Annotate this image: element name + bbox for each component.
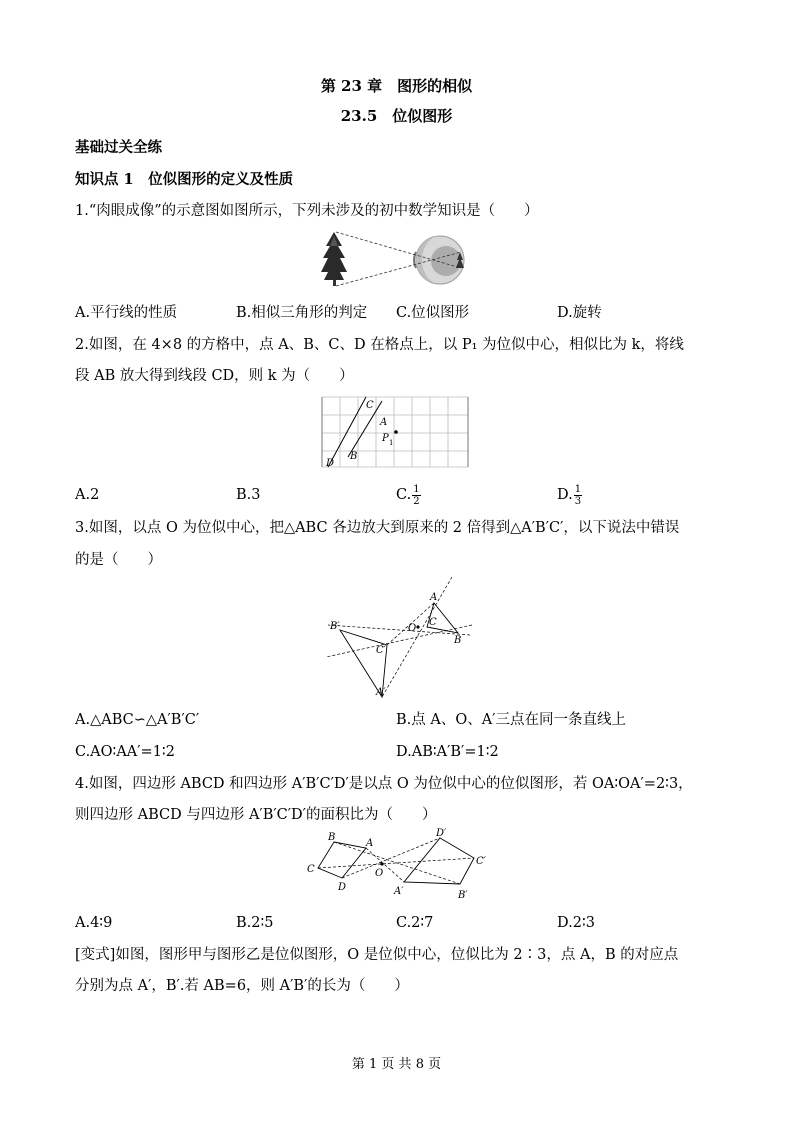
- q4-label-c-prime: C′: [476, 856, 486, 867]
- page-footer: 第 1 页 共 8 页: [351, 1057, 442, 1072]
- q3-label-a: A: [430, 592, 438, 603]
- q3-option-c[interactable]: C.AO∶AA′=1∶2: [75, 744, 175, 760]
- q3-label-b: B: [454, 635, 462, 646]
- q4-label-d: D: [338, 882, 347, 893]
- q2-option-a[interactable]: A.2: [75, 487, 100, 503]
- q2-option-b[interactable]: B.3: [236, 487, 261, 503]
- tree-icon: [321, 232, 347, 286]
- q3-label-c: C: [429, 617, 437, 628]
- q1-option-d[interactable]: D.旋转: [557, 305, 602, 321]
- q3-option-b[interactable]: B.点 A、O、A′三点在同一条直线上: [396, 712, 626, 728]
- q1-option-a[interactable]: A.平行线的性质: [75, 305, 178, 321]
- eye-icon: [414, 236, 464, 284]
- q4-stem-line2: 则四边形 ABCD 与四边形 A′B′C′D′的面积比为（ ）: [75, 807, 437, 823]
- q3-label-a-prime: A′: [376, 687, 386, 698]
- q2-label-c: C: [366, 400, 374, 411]
- q4-label-a-prime: A′: [394, 886, 404, 897]
- q2-label-d: D: [326, 458, 335, 469]
- section-title: 23.5 位似图形: [340, 107, 453, 125]
- q4-quadrilateral-figure: [302, 826, 492, 904]
- q4-label-o: O: [375, 868, 384, 879]
- q4-label-b: B: [328, 832, 336, 843]
- q2-option-d-label: D.: [557, 487, 573, 503]
- fraction-denominator: 3: [574, 495, 582, 507]
- variant-stem-line1: [变式]如图，图形甲与图形乙是位似图形，O 是位似中心，位似比为 2∶3，点 A，B 的对应点: [75, 947, 679, 963]
- q4-option-c[interactable]: C.2∶7: [396, 915, 434, 931]
- q1-stem: 1.“肉眼成像”的示意图如图所示，下列未涉及的初中数学知识是（ ）: [75, 203, 539, 219]
- q2-option-c-label: C.: [396, 487, 412, 503]
- q4-option-d[interactable]: D.2∶3: [557, 915, 595, 931]
- q3-option-a[interactable]: A.△ABC∽△A′B′C′: [75, 712, 200, 728]
- q4-label-c: C: [307, 864, 315, 875]
- q4-label-a: A: [366, 838, 374, 849]
- q3-label-c-prime: C′: [376, 645, 386, 656]
- q2-option-d[interactable]: [557, 480, 582, 510]
- fraction-numerator: 1: [413, 483, 420, 495]
- q2-stem-line1: 2.如图，在 4×8 的方格中，点 A、B、C、D 在格点上，以 P₁ 为位似中心，相似比为 k，将线: [75, 337, 684, 353]
- q4-label-d-prime: D′: [436, 828, 447, 839]
- q1-eye-figure: [318, 230, 478, 292]
- q4-option-a[interactable]: A.4∶9: [75, 915, 113, 931]
- q2-stem-line2: 段 AB 放大得到线段 CD，则 k 为（ ）: [75, 368, 354, 384]
- knowledge-point-title: 知识点 1 位似图形的定义及性质: [75, 171, 294, 188]
- q2-label-b: B: [350, 451, 358, 462]
- q2-label-a: A: [380, 417, 388, 428]
- fraction-numerator: 1: [574, 483, 582, 495]
- fraction-denominator: 2: [413, 495, 420, 507]
- q4-label-b-prime: B′: [458, 890, 468, 901]
- practice-title: 基础过关全练: [75, 139, 162, 156]
- q2-grid-figure: [320, 395, 470, 470]
- q2-label-p: P: [382, 433, 389, 444]
- q3-stem-line1: 3.如图，以点 O 为位似中心，把△ABC 各边放大到原来的 2 倍得到△A′B′C′，以下说法中错误: [75, 520, 680, 536]
- q3-label-b-prime: B′: [330, 621, 340, 632]
- q1-option-b[interactable]: B.相似三角形的判定: [236, 305, 368, 321]
- q3-homothety-figure: [322, 575, 482, 700]
- chapter-title: 第 23 章 图形的相似: [320, 77, 473, 95]
- q1-option-c[interactable]: C.位似图形: [396, 305, 470, 321]
- q3-option-d[interactable]: D.AB∶A′B′=1∶2: [396, 744, 499, 760]
- q4-option-b[interactable]: B.2∶5: [236, 915, 274, 931]
- q2-option-d-fraction: [574, 484, 582, 507]
- q4-stem-line1: 4.如图，四边形 ABCD 和四边形 A′B′C′D′是以点 O 为位似中心的位似图形，若 OA∶OA′=2∶3，: [75, 776, 693, 792]
- variant-stem-line2: 分别为点 A′，B′.若 AB=6，则 A′B′的长为（ ）: [75, 978, 409, 994]
- q2-option-c-fraction: [412, 484, 420, 507]
- q2-label-p-sub: 1: [389, 439, 394, 447]
- q3-label-o: O: [408, 623, 417, 634]
- q2-option-c[interactable]: [396, 480, 421, 510]
- q3-stem-line2: 的是（ ）: [75, 552, 162, 568]
